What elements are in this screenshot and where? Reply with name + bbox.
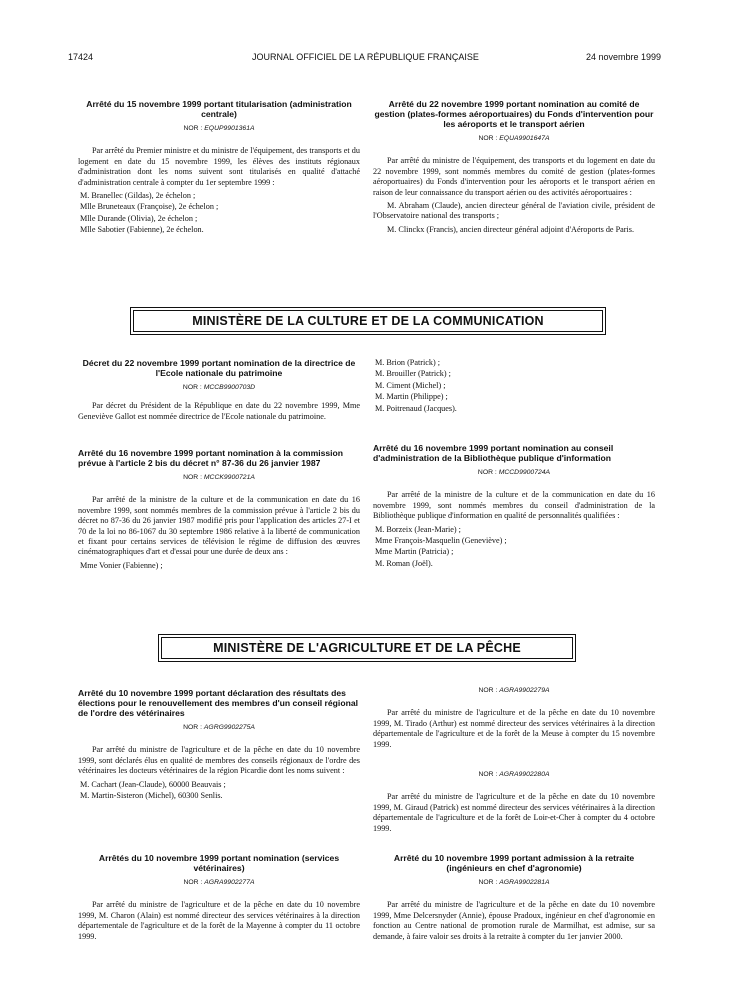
list-item: Mlle Bruneteaux (Françoise), 2e échelon ; (80, 202, 219, 212)
list-item: Mme Martin (Patricia) ; (375, 547, 454, 557)
list-item: M. Borzeix (Jean-Marie) ; (375, 524, 461, 534)
ministry-banner-agriculture (158, 634, 576, 662)
section-body: Par arrêté du ministre de l'agriculture et de la pêche en date du 10 novembre 1999, M. Tirado (Arthur) est nommé directeur des services vétérinaires à la direction départementale de l'agriculture et de la forêt de la Meuse à compter du 15 novembre 1999. (373, 708, 655, 749)
section-body: Par arrêté de la ministre de la culture et de la communication en date du 16 novembre 1999, sont nommés membres de la commission prévue à l'article 2 bis du décret no 87-36 du 26 janvier 1987 modifié pris pour l'application des articles 27-I et 70 de la loi no 86-1067 du 30 septembre 1986 relative à la liberté de communication et fixant pour certains services de télévision le régime de diffusion des œuvres cinématographiques d'art et d'essai pour une durée de deux ans : (78, 495, 360, 557)
list-item: Mme François-Masquelin (Geneviève) ; (375, 536, 507, 546)
section-retraite (373, 853, 655, 945)
list-item: Mlle Durande (Olivia), 2e échelon ; (80, 213, 198, 223)
ministry-title: MINISTÈRE DE LA CULTURE ET DE LA COMMUNICATION (133, 310, 603, 332)
section-commission-continued (373, 358, 655, 415)
section-title: Arrêté du 16 novembre 1999 portant nomination à la commission prévue à l'article 2 bis du décret n° 87-36 du 26 janvier 1987 (78, 448, 344, 468)
section-bibliotheque (373, 443, 655, 570)
section-title: Arrêté du 16 novembre 1999 portant nomination au conseil d'administration de la Bibliothèque publique d'information (373, 443, 614, 463)
section-title: Décret du 22 novembre 1999 portant nomination de la directrice de l'Ecole nationale du patrimoine (82, 358, 356, 378)
list-item: M. Martin (Philippe) ; (375, 392, 448, 402)
list-item: M. Brouiller (Patrick) ; (375, 369, 451, 379)
section-comite-gestion (373, 99, 655, 238)
section-body: Par arrêté du ministre de l'équipement, des transports et du logement en date du 22 novembre 1999, sont nommés membres du comité de gestion (plates-formes aéroportuaires) du Fonds d'intervention pour les aéroports et le transport aérien en raison de leur connaissance du transport aérien ou des activités aéroportuaires : (373, 156, 655, 197)
nor-reference: NOR : MCCK9900721A (183, 474, 255, 481)
section-body: Par arrêté du ministre de l'agriculture et de la pêche en date du 10 novembre 1999, sont déclarés élus en qualité de membres des conseils régionaux de l'ordre des vétérinaires les docteurs vétérinaires de la région Picardie dont les noms suivent : (78, 745, 360, 776)
list-item: M. Branellec (Gildas), 2e échelon ; (80, 191, 196, 201)
section-title: Arrêté du 15 novembre 1999 portant titularisation (administration centrale) (86, 99, 352, 119)
nor-reference: NOR : EQUP9901361A (183, 125, 255, 132)
nor-reference: NOR : EQUA9901647A (478, 135, 550, 142)
journal-title: JOURNAL OFFICIEL DE LA RÉPUBLIQUE FRANÇAISE (252, 52, 479, 62)
section-body: Par arrêté du ministre de l'agriculture et de la pêche en date du 10 novembre 1999, M. Charon (Alain) est nommé directeur des services vétérinaires à la direction départementale de l'agriculture et de la forêt de la Mayenne à compter du 11 octobre 1999. (78, 900, 360, 941)
section-title: Arrêtés du 10 novembre 1999 portant nomination (services vétérinaires) (98, 853, 340, 873)
section-nomination-tirado (373, 686, 655, 753)
list-item: M. Poitrenaud (Jacques). (375, 403, 457, 413)
section-titularisation (78, 99, 360, 237)
header-date: 24 novembre 1999 (585, 52, 661, 62)
section-title: Arrêté du 10 novembre 1999 portant admission à la retraite (ingénieurs en chef d'agronomie) (393, 853, 635, 873)
section-body: Par arrêté de la ministre de la culture et de la communication en date du 16 novembre 1999, sont nommés membres du conseil d'administration de la Bibliothèque publique d'information en qualité de personnalités qualifiées : (373, 490, 655, 521)
list-item: M. Brion (Patrick) ; (375, 358, 441, 367)
section-commission (78, 448, 360, 572)
list-item: M. Abraham (Claude), ancien directeur général de l'aviation civile, président de l'Observatoire national des transports ; (373, 201, 655, 221)
section-body: Par décret du Président de la République en date du 22 novembre 1999, Mme Geneviève Gallot est nommée directrice de l'Ecole nationale du patrimoine. (78, 401, 360, 421)
section-decret-patrimoine (78, 358, 360, 425)
list-item: Mlle Sabotier (Fabienne), 2e échelon. (80, 225, 204, 235)
section-body: Par arrêté du ministre de l'agriculture et de la pêche en date du 10 novembre 1999, M. Giraud (Patrick) est nommé directeur des services vétérinaires à la direction départementale de l'agriculture et de la forêt de Loir-et-Cher à compter du 4 octobre 1999. (373, 792, 655, 833)
list-item: Mme Vonier (Fabienne) ; (80, 560, 163, 570)
nor-reference: NOR : AGRA9902280A (478, 771, 550, 778)
section-title: Arrêté du 10 novembre 1999 portant déclaration des résultats des élections pour le renouvellement des membres d'un conseil régional de l'ordre des vétérinaires (78, 688, 358, 718)
section-body: Par arrêté du ministre de l'agriculture et de la pêche en date du 10 novembre 1999, Mme Delcersnyder (Annie), épouse Pradoux, ingénieur en chef d'agronomie en fonction au Centre national de promotion rurale de Marmilhat, est admise, sur sa demande, à faire valoir ses droits à la retraite à compter du 1er janvier 2000. (373, 900, 655, 941)
nor-reference: NOR : AGRA9902281A (478, 879, 550, 886)
section-elections-veterinaires (78, 688, 360, 802)
ministry-title: MINISTÈRE DE L'AGRICULTURE ET DE LA PÊCHE (161, 637, 573, 659)
list-item: M. Roman (Joël). (375, 558, 433, 568)
list-item: M. Clinckx (Francis), ancien directeur général adjoint d'Aéroports de Paris. (387, 224, 635, 234)
ministry-banner-culture (130, 307, 606, 335)
list-item: M. Ciment (Michel) ; (375, 380, 446, 390)
section-title: Arrêté du 22 novembre 1999 portant nomination au comité de gestion (plates-formes aéroportuaires) du Fonds d'intervention pour les aéroports et le transport aérien (374, 99, 654, 129)
list-item: M. Martin-Sisteron (Michel), 60300 Senlis. (80, 791, 223, 801)
nor-reference: NOR : AGRA9902277A (183, 879, 255, 886)
nor-reference: NOR : MCCB9900703D (182, 384, 256, 391)
section-nomination-giraud (373, 770, 655, 837)
nor-reference: NOR : AGRA9902279A (478, 687, 550, 694)
list-item: M. Cachart (Jean-Claude), 60000 Beauvais ; (80, 779, 226, 789)
nor-reference: NOR : MCCD9900724A (477, 469, 551, 476)
nor-reference: NOR : AGRG9902275A (183, 724, 255, 731)
section-body: Par arrêté du Premier ministre et du ministre de l'équipement, des transports et du logement en date du 15 novembre 1999, les élèves des instituts régionaux d'administration dont les noms suivent sont titularisés en qualité d'attaché d'administration centrale à compter du 1er septembre 1999 : (78, 146, 360, 187)
page-number: 17424 (68, 52, 94, 62)
section-nomination-veterinaires (78, 853, 360, 945)
